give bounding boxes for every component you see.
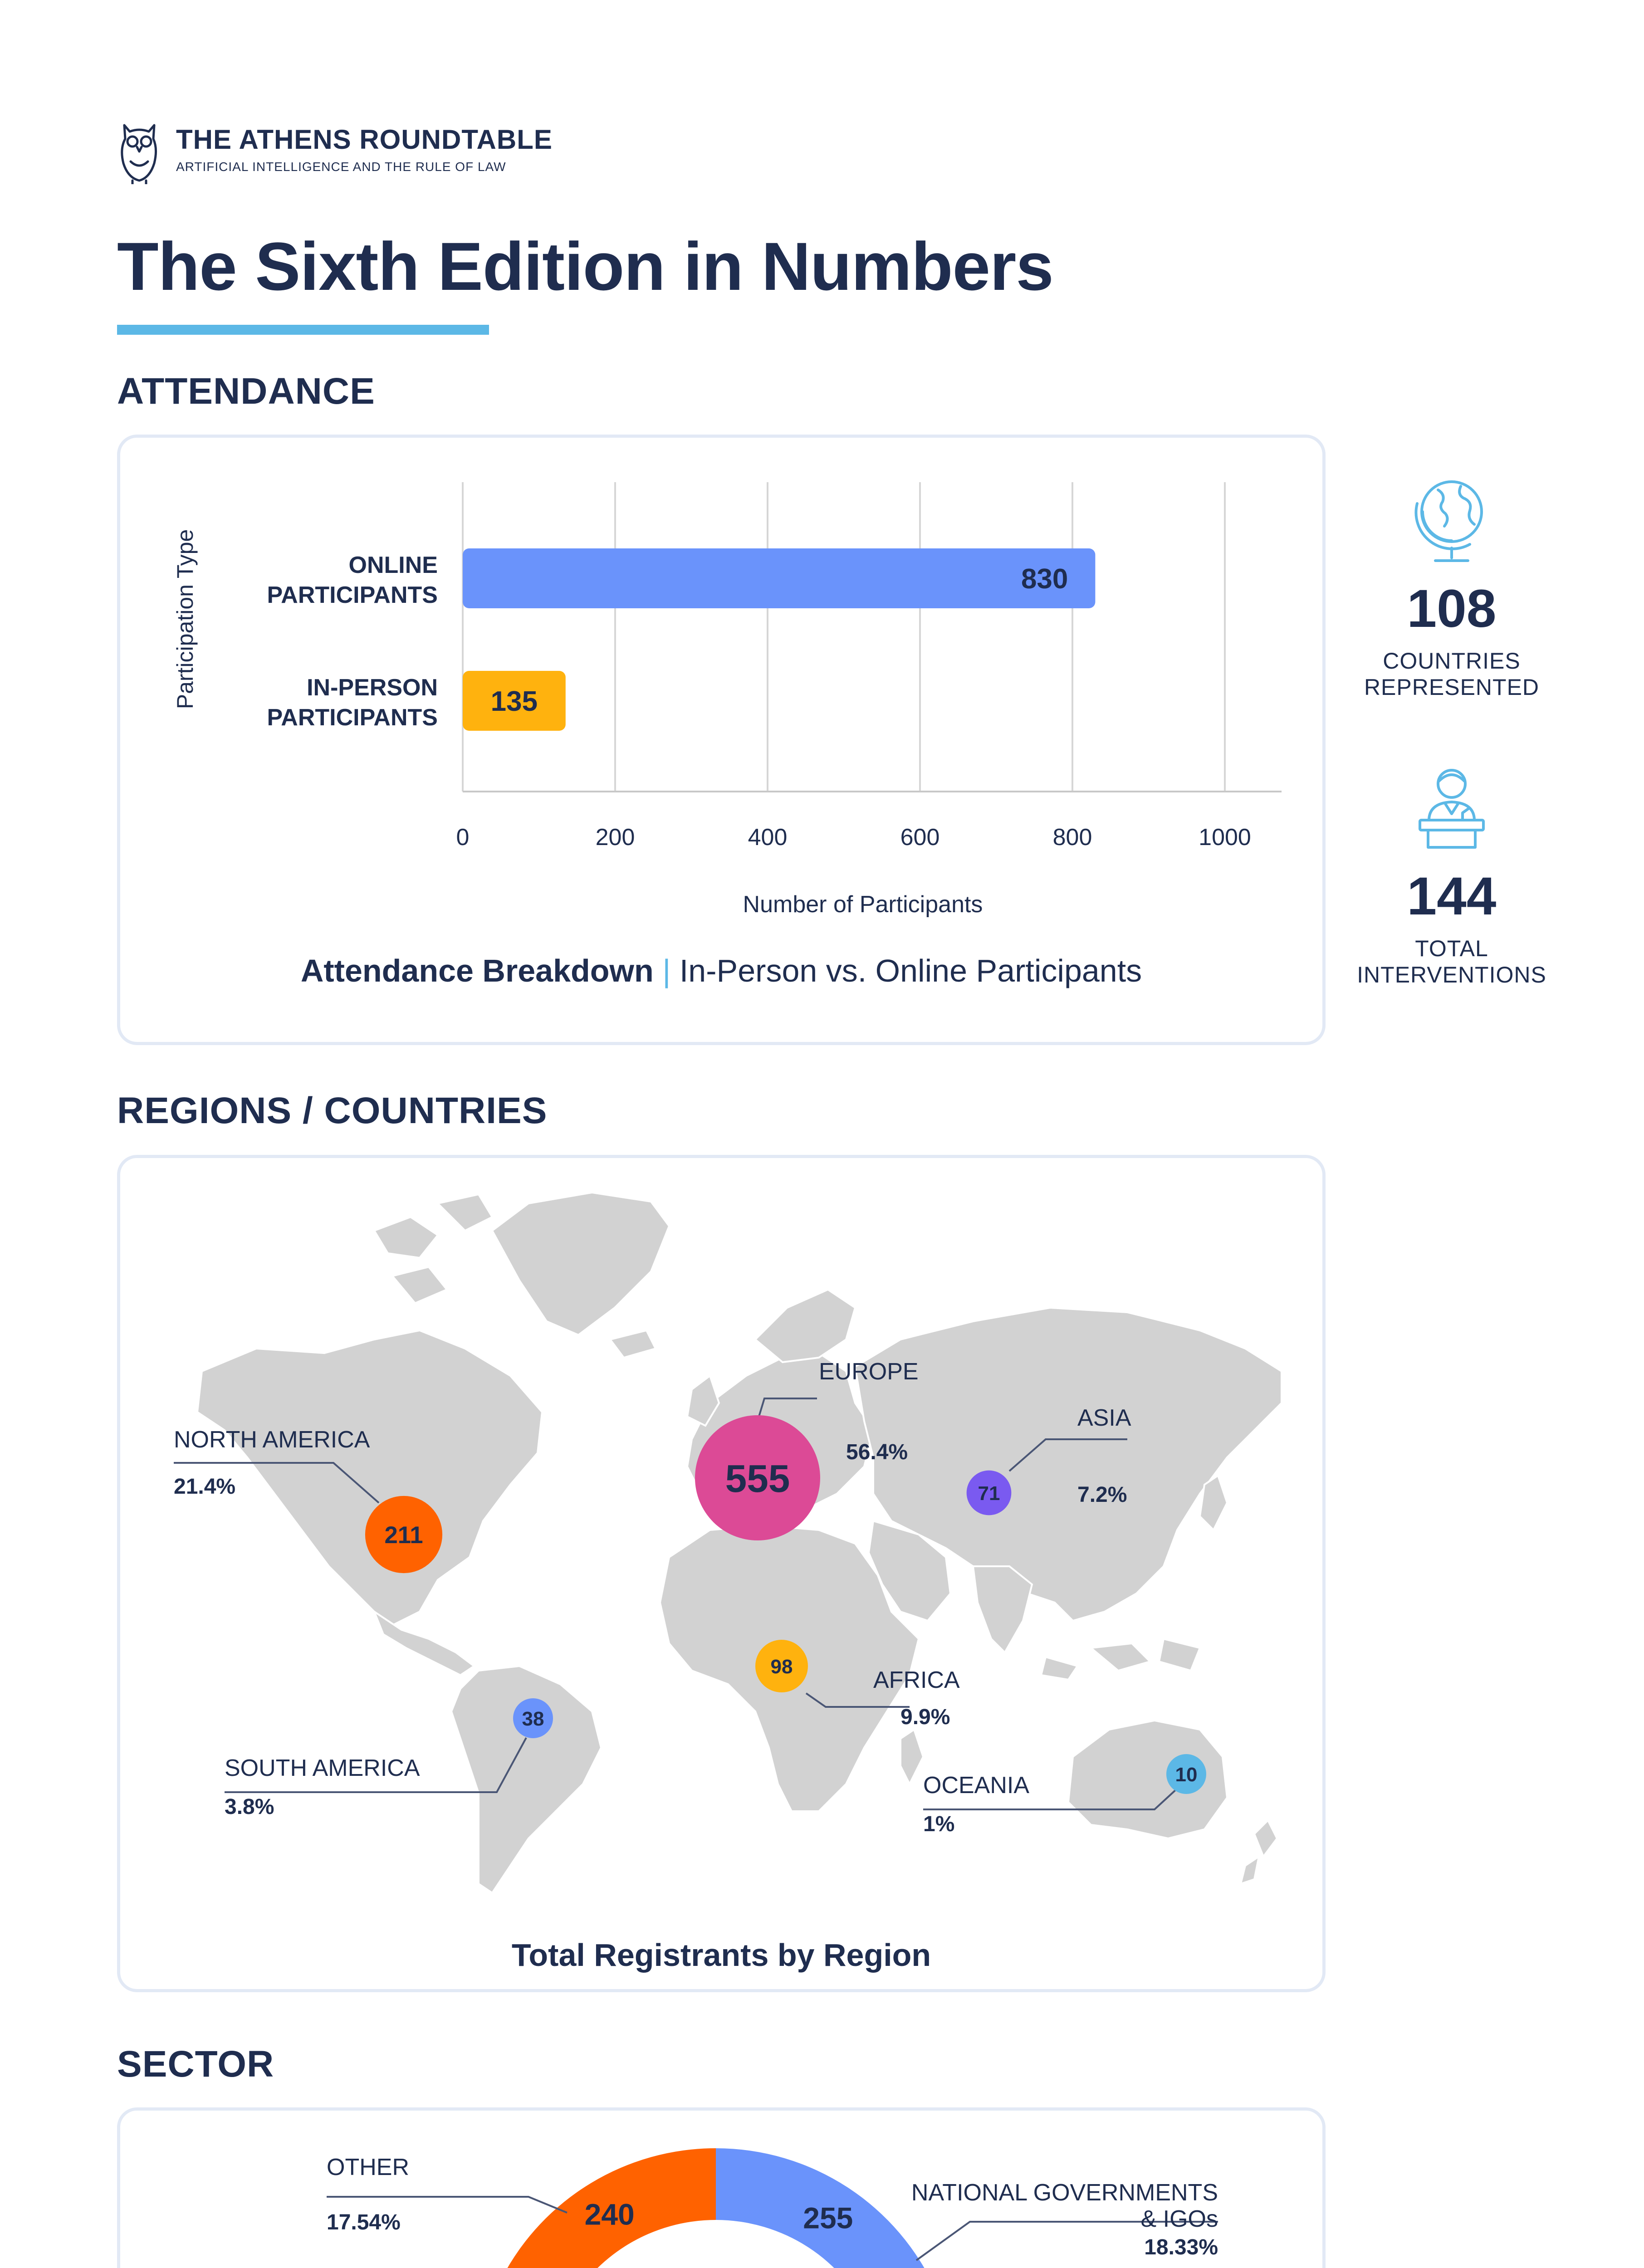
world-landmass xyxy=(197,1193,1282,1893)
bar-category-label-line2: PARTICIPANTS xyxy=(267,582,438,608)
world-map xyxy=(120,1158,1322,1911)
attendance-subtitle: In-Person vs. Online Participants xyxy=(679,953,1142,988)
brand xyxy=(114,116,553,184)
caption-separator: | xyxy=(653,953,680,988)
land-uk xyxy=(610,1330,719,1426)
stat-interventions-label-line1: TOTAL xyxy=(1415,936,1488,961)
region-name-north-america: NORTH AMERICA xyxy=(174,1427,370,1453)
region-name-europe: EUROPE xyxy=(819,1359,919,1385)
region-pct-north-america: 21.4% xyxy=(174,1475,236,1499)
bar-x-tick-label: 600 xyxy=(900,824,940,850)
slice-name2-national-governments: & IGOs xyxy=(1140,2206,1218,2232)
bubble-value-asia: 71 xyxy=(978,1482,1000,1505)
bubble-value-oceania: 10 xyxy=(1175,1763,1198,1786)
stat-countries xyxy=(1334,472,1570,700)
brand-name: THE ATHENS ROUNDTABLE xyxy=(176,124,553,155)
regions-card xyxy=(117,1155,1326,1992)
region-name-south-america: SOUTH AMERICA xyxy=(225,1755,420,1781)
region-pct-asia: 7.2% xyxy=(1077,1483,1127,1507)
stat-countries-value: 108 xyxy=(1407,579,1497,639)
bar-category-label-line1: ONLINE xyxy=(348,552,438,578)
stat-interventions xyxy=(1334,760,1570,988)
regions-caption xyxy=(120,1939,1322,1971)
bar-marks xyxy=(463,548,1095,731)
regions-chart-title: Total Registrants by Region xyxy=(511,1937,931,1973)
section-heading-attendance: ATTENDANCE xyxy=(117,371,375,412)
land-arctic-islands xyxy=(374,1194,492,1303)
bar-x-tick-label: 0 xyxy=(456,824,470,850)
region-pct-africa: 9.9% xyxy=(900,1705,950,1729)
bar-category-label-line1: IN-PERSON xyxy=(307,675,438,701)
bar-x-tick-label: 200 xyxy=(595,824,635,850)
bubble-value-africa: 98 xyxy=(770,1655,793,1678)
land-greenland xyxy=(492,1193,669,1335)
stat-countries-label-line2: REPRESENTED xyxy=(1364,674,1540,700)
title-underline xyxy=(117,325,489,335)
bar-y-axis-label: Participation Type xyxy=(172,529,198,709)
region-pct-europe: 56.4% xyxy=(846,1440,908,1464)
land-se-asia-islands xyxy=(1041,1639,1200,1680)
region-pct-south-america: 3.8% xyxy=(225,1795,274,1819)
page-title: The Sixth Edition in Numbers xyxy=(117,228,1053,304)
attendance-bar-chart xyxy=(120,438,1322,937)
speaker-podium-icon xyxy=(1406,760,1497,851)
brand-tagline: ARTIFICIAL INTELLIGENCE AND THE RULE OF LAW xyxy=(176,160,506,174)
attendance-card xyxy=(117,435,1326,1045)
globe-icon-wrap xyxy=(1334,472,1570,569)
slice-name-national-governments: NATIONAL GOVERNMENTS xyxy=(911,2180,1218,2206)
attendance-title: Attendance Breakdown xyxy=(300,953,654,988)
bubble-value-europe: 555 xyxy=(725,1457,790,1501)
bar-grid xyxy=(463,482,1282,792)
bar-x-tick-label: 800 xyxy=(1052,824,1092,850)
attendance-caption xyxy=(120,955,1322,987)
slice-name-other: OTHER xyxy=(327,2154,409,2180)
land-india xyxy=(973,1566,1032,1652)
bar-value-label: 830 xyxy=(1021,563,1068,595)
stat-countries-label-line1: COUNTRIES xyxy=(1383,648,1521,674)
bar-x-axis-label: Number of Participants xyxy=(743,891,983,918)
bar-categories xyxy=(267,552,438,731)
bar-x-tick-label: 1000 xyxy=(1199,824,1251,850)
region-name-asia: ASIA xyxy=(1077,1405,1131,1431)
land-north-america xyxy=(197,1330,542,1625)
globe-icon xyxy=(1406,472,1497,567)
donut-slices xyxy=(475,2148,957,2268)
region-pct-oceania: 1% xyxy=(923,1812,955,1836)
land-new-zealand xyxy=(1241,1820,1277,1884)
bar-value-label: 135 xyxy=(490,686,538,717)
speaker-icon-wrap xyxy=(1334,760,1570,853)
land-scandinavia xyxy=(755,1290,855,1362)
land-madagascar xyxy=(900,1730,923,1784)
region-name-oceania: OCEANIA xyxy=(923,1772,1030,1799)
sector-donut-chart xyxy=(120,2111,1322,2268)
stat-interventions-value: 144 xyxy=(1407,866,1497,926)
slice-pct-national-governments: 18.33% xyxy=(1144,2235,1218,2259)
section-heading-sector: SECTOR xyxy=(117,2043,274,2085)
owl-logo-icon xyxy=(114,116,164,184)
stat-interventions-label-line2: INTERVENTIONS xyxy=(1357,962,1546,987)
sector-card xyxy=(117,2107,1326,2268)
slice-value-other: 240 xyxy=(584,2197,635,2231)
section-heading-regions: REGIONS / COUNTRIES xyxy=(117,1090,548,1131)
bar-x-ticks xyxy=(456,824,1251,850)
bubble-value-south-america: 38 xyxy=(522,1707,544,1730)
slice-value-national-governments: 255 xyxy=(803,2201,853,2235)
bar-category-label-line2: PARTICIPANTS xyxy=(267,704,438,731)
slice-pct-other: 17.54% xyxy=(327,2210,401,2234)
bar-online xyxy=(463,548,1095,608)
region-name-africa: AFRICA xyxy=(873,1667,960,1693)
brand-text xyxy=(176,126,553,174)
bar-x-tick-label: 400 xyxy=(748,824,788,850)
land-central-america xyxy=(374,1612,474,1675)
bubble-value-north-america: 211 xyxy=(384,1521,423,1549)
